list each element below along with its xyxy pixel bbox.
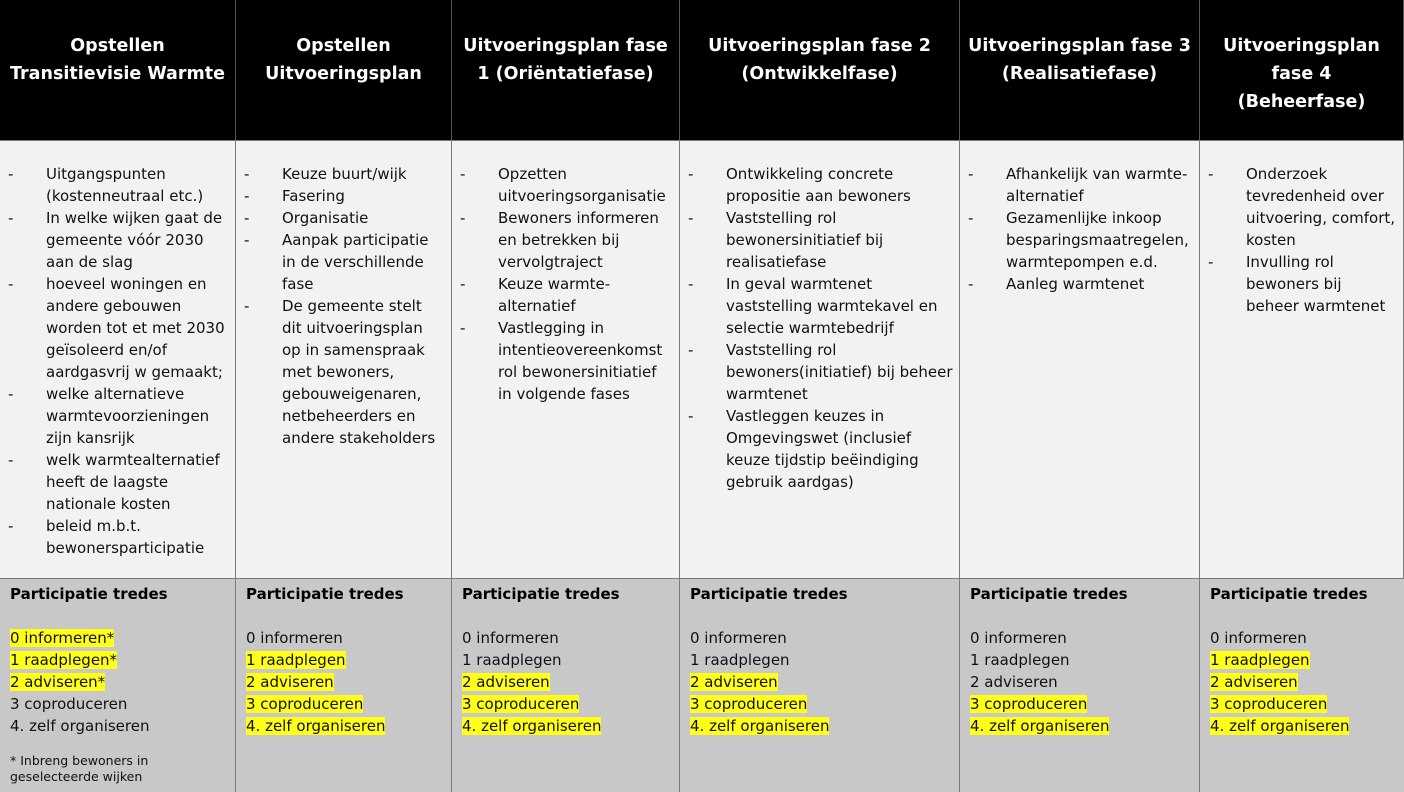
level-text: 0 informeren (970, 629, 1067, 647)
list-item (968, 163, 1193, 207)
dash-marker: - (688, 209, 694, 227)
level-text: 2 adviseren (970, 673, 1058, 691)
highlighted-level: 4. zelf organiseren (690, 717, 830, 735)
highlighted-level: 2 adviseren (690, 673, 778, 691)
level-text: 1 raadplegen (462, 651, 562, 669)
dash-marker: - (460, 319, 466, 337)
column-title: Uitvoeringsplan fase 3 (Realisatiefase) (968, 36, 1191, 84)
level-text: 0 informeren (462, 629, 559, 647)
list-item-text: Keuze warmte-alternatief (498, 275, 611, 315)
list-item-text: hoeveel woningen en andere gebouwen worden tot et met 2030 geïsoleerd en/of aardgasvrij w gemaakt; (46, 275, 225, 381)
level-text: 4. zelf organiseren (10, 717, 150, 735)
participation-level (690, 671, 955, 693)
list-item (244, 185, 445, 207)
list-item-text: Ontwikkeling concrete propositie aan bewoners (726, 165, 911, 205)
column-header (236, 0, 452, 140)
list-item-text: welke alternatieve warmtevoorzieningen zijn kansrijk (46, 385, 210, 447)
bullet-list (8, 163, 229, 559)
highlighted-level: 3 coproduceren (1210, 695, 1328, 713)
participation-level (1210, 671, 1400, 693)
list-item-text: Vastleggen keuzes in Omgevingswet (inclusief keuze tijdstip beëindiging gebruik aardgas) (726, 407, 919, 491)
participation-title: Participatie tredes (10, 585, 168, 603)
dash-marker: - (244, 165, 250, 183)
column-body (1200, 140, 1404, 578)
column-title: Uitvoeringsplan fase 4 (Beheerfase) (1223, 36, 1380, 112)
dash-marker: - (244, 187, 250, 205)
dash-marker: - (460, 275, 466, 293)
highlighted-level: 3 coproduceren (462, 695, 580, 713)
dash-marker: - (968, 275, 974, 293)
dash-marker: - (688, 407, 694, 425)
dash-marker: - (8, 165, 14, 183)
highlighted-level: 4. zelf organiseren (246, 717, 386, 735)
dash-marker: - (244, 297, 250, 315)
list-item-text: Vastlegging in intentieovereenkomst rol bewonersinitiatief in volgende fases (498, 319, 663, 403)
list-item (460, 317, 673, 405)
participation-level (10, 693, 231, 715)
list-item (1208, 251, 1397, 317)
list-item (244, 207, 445, 229)
list-item-text: welk warmtealternatief heeft de laagste nationale kosten (46, 451, 220, 513)
participation-title: Participatie tredes (246, 585, 404, 603)
dash-marker: - (1208, 253, 1214, 271)
column-header (1200, 0, 1404, 140)
participation-level (246, 671, 447, 693)
list-item (8, 273, 229, 383)
dash-marker: - (8, 275, 14, 293)
highlighted-level: 1 raadplegen (246, 651, 346, 669)
column-title: Opstellen Transitievisie Warmte (10, 36, 225, 84)
participation-level (970, 693, 1195, 715)
participation-level (462, 671, 675, 693)
participation-title: Participatie tredes (690, 585, 848, 603)
list-item (460, 273, 673, 317)
list-item (8, 515, 229, 559)
highlighted-level: 4. zelf organiseren (970, 717, 1110, 735)
participation-level (10, 649, 231, 671)
level-text: 0 informeren (246, 629, 343, 647)
highlighted-level: 2 adviseren* (10, 673, 106, 691)
dash-marker: - (8, 451, 14, 469)
list-item-text: beleid m.b.t. bewonersparticipatie (46, 517, 205, 557)
participation-cell (1200, 578, 1404, 792)
participation-level (1210, 627, 1400, 649)
list-item-text: Invulling rol bewoners bij beheer warmtenet (1246, 253, 1386, 315)
dash-marker: - (8, 385, 14, 403)
dash-marker: - (460, 165, 466, 183)
highlighted-level: 3 coproduceren (690, 695, 808, 713)
highlighted-level: 2 adviseren (1210, 673, 1298, 691)
column-title: Uitvoeringsplan fase 1 (Oriëntatiefase) (463, 36, 668, 84)
list-item-text: Afhankelijk van warmte-alternatief (1006, 165, 1188, 205)
list-item (968, 207, 1193, 273)
list-item (968, 273, 1193, 295)
column-body (236, 140, 452, 578)
highlighted-level: 0 informeren* (10, 629, 115, 647)
list-item (688, 163, 953, 207)
list-item (8, 449, 229, 515)
participation-level (10, 671, 231, 693)
bullet-list (968, 163, 1193, 295)
participation-level (10, 715, 231, 737)
highlighted-level: 1 raadplegen* (10, 651, 118, 669)
list-item-text: Opzetten uitvoeringsorganisatie (498, 165, 666, 205)
participation-level (970, 715, 1195, 737)
list-item-text: Vaststelling rol bewoners(initiatief) bij beheer warmtenet (726, 341, 953, 403)
participation-level (1210, 693, 1400, 715)
level-text: 3 coproduceren (10, 695, 128, 713)
participation-level (1210, 649, 1400, 671)
participation-level (970, 671, 1195, 693)
participation-level (246, 649, 447, 671)
list-item-text: Aanleg warmtenet (1006, 275, 1145, 293)
bullet-list (244, 163, 445, 449)
highlighted-level: 4. zelf organiseren (1210, 717, 1350, 735)
list-item (688, 273, 953, 339)
participation-level (246, 627, 447, 649)
list-item (460, 163, 673, 207)
footnote: * Inbreng bewoners in geselecteerde wijken (10, 753, 149, 784)
highlighted-level: 2 adviseren (246, 673, 334, 691)
column-body (452, 140, 680, 578)
list-item-text: In geval warmtenet vaststelling warmtekavel en selectie warmtebedrijf (726, 275, 938, 337)
dash-marker: - (1208, 165, 1214, 183)
level-text: 0 informeren (690, 629, 787, 647)
list-item-text: Bewoners informeren en betrekken bij vervolgtraject (498, 209, 659, 271)
list-item (688, 207, 953, 273)
participation-level (462, 649, 675, 671)
dash-marker: - (688, 275, 694, 293)
list-item (8, 207, 229, 273)
dash-marker: - (688, 165, 694, 183)
list-item (244, 229, 445, 295)
column-title: Uitvoeringsplan fase 2 (Ontwikkelfase) (708, 36, 931, 84)
list-item-text: Keuze buurt/wijk (282, 165, 407, 183)
participation-cell (236, 578, 452, 792)
list-item-text: In welke wijken gaat de gemeente vóór 2030 aan de slag (46, 209, 223, 271)
list-item (244, 163, 445, 185)
participation-title: Participatie tredes (970, 585, 1128, 603)
participation-level (690, 627, 955, 649)
highlighted-level: 1 raadplegen (1210, 651, 1310, 669)
dash-marker: - (8, 517, 14, 535)
participation-cell (452, 578, 680, 792)
list-item (1208, 163, 1397, 251)
column-body (960, 140, 1200, 578)
dash-marker: - (968, 165, 974, 183)
dash-marker: - (244, 231, 250, 249)
participation-level (690, 649, 955, 671)
column-body (680, 140, 960, 578)
bullet-list (1208, 163, 1397, 317)
list-item-text: Uitgangspunten (kostenneutraal etc.) (46, 165, 204, 205)
participation-level (10, 627, 231, 649)
list-item-text: Fasering (282, 187, 345, 205)
dash-marker: - (968, 209, 974, 227)
list-item-text: Vaststelling rol bewonersinitiatief bij realisatiefase (726, 209, 884, 271)
dash-marker: - (460, 209, 466, 227)
participation-level (690, 715, 955, 737)
column-title: Opstellen Uitvoeringsplan (265, 36, 422, 84)
participation-title: Participatie tredes (462, 585, 620, 603)
list-item-text: Onderzoek tevredenheid over uitvoering, comfort, kosten (1246, 165, 1396, 249)
bullet-list (460, 163, 673, 405)
participation-level (970, 627, 1195, 649)
participation-level (690, 693, 955, 715)
list-item (8, 163, 229, 207)
column-header (960, 0, 1200, 140)
column-body (0, 140, 236, 578)
list-item (688, 339, 953, 405)
dash-marker: - (244, 209, 250, 227)
list-item-text: De gemeente stelt dit uitvoeringsplan op in samenspraak met bewoners, gebouweigenaren, netbeheerders en andere stakeholders (282, 297, 436, 447)
dash-marker: - (8, 209, 14, 227)
column-header (452, 0, 680, 140)
list-item-text: Aanpak participatie in de verschillende fase (282, 231, 429, 293)
highlighted-level: 2 adviseren (462, 673, 550, 691)
participation-title: Participatie tredes (1210, 585, 1368, 603)
participation-level (970, 649, 1195, 671)
participation-level (462, 715, 675, 737)
list-item (688, 405, 953, 493)
column-header (680, 0, 960, 140)
participation-cell (680, 578, 960, 792)
dash-marker: - (688, 341, 694, 359)
participation-level (462, 627, 675, 649)
list-item (244, 295, 445, 449)
column-header (0, 0, 236, 140)
participation-level (246, 693, 447, 715)
list-item (8, 383, 229, 449)
list-item-text: Gezamenlijke inkoop besparingsmaatregelen, warmtepompen e.d. (1006, 209, 1189, 271)
highlighted-level: 4. zelf organiseren (462, 717, 602, 735)
participation-level (246, 715, 447, 737)
level-text: 1 raadplegen (970, 651, 1070, 669)
level-text: 0 informeren (1210, 629, 1307, 647)
participation-level (462, 693, 675, 715)
list-item (460, 207, 673, 273)
participation-cell (960, 578, 1200, 792)
list-item-text: Organisatie (282, 209, 369, 227)
bullet-list (688, 163, 953, 493)
level-text: 1 raadplegen (690, 651, 790, 669)
participation-cell (0, 578, 236, 792)
highlighted-level: 3 coproduceren (246, 695, 364, 713)
participation-level (1210, 715, 1400, 737)
highlighted-level: 3 coproduceren (970, 695, 1088, 713)
